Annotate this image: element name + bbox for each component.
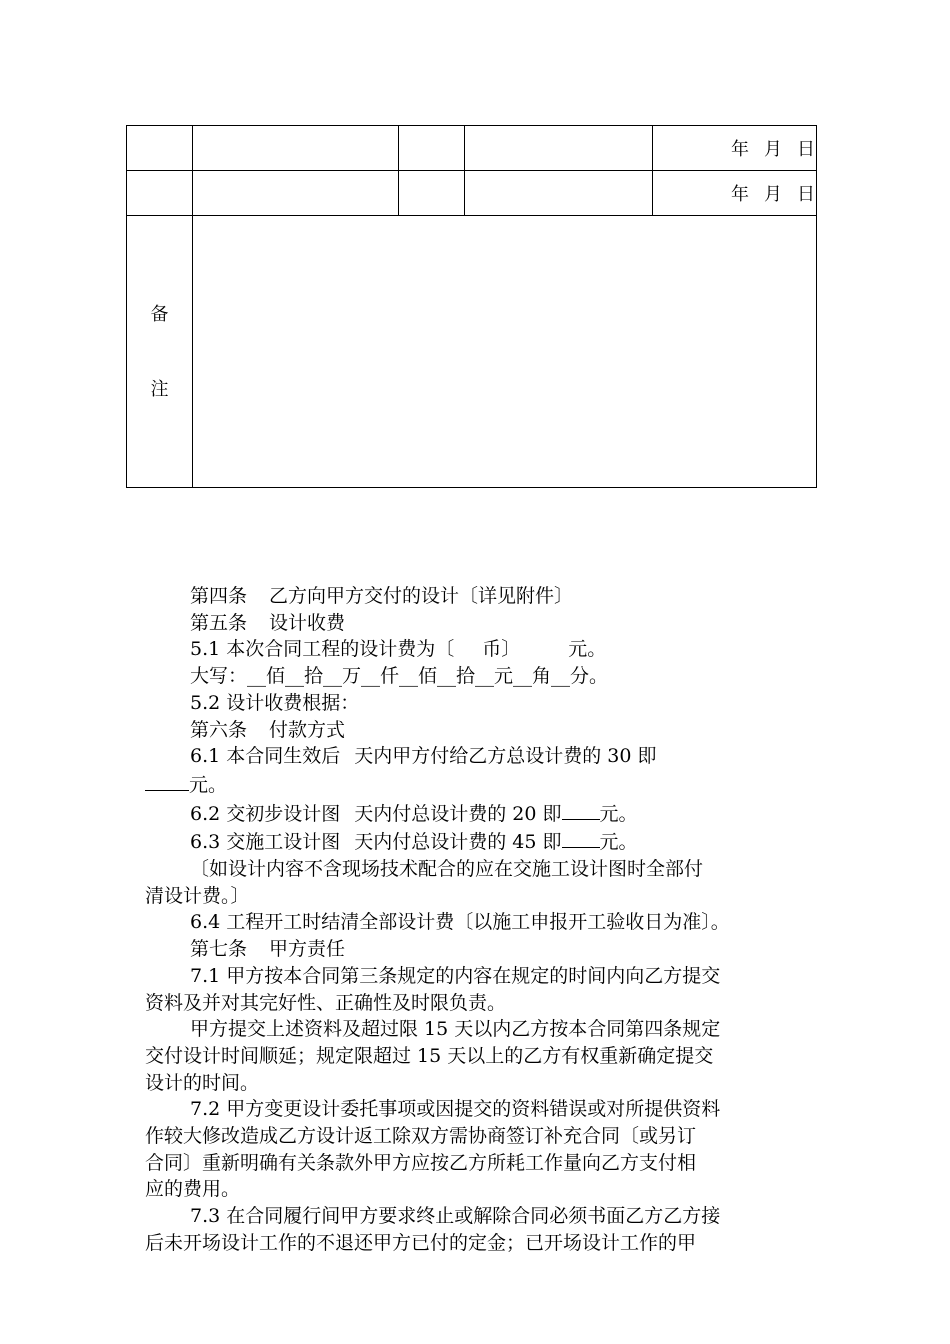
year-label: 年 — [731, 139, 750, 160]
design-record-table — [126, 125, 817, 488]
table-row — [127, 126, 817, 171]
article-5-heading: 第五条 设计收费 — [190, 611, 346, 634]
note-line-1: 〔如设计内容不含现场技术配合的应在交施工设计图时全部付 — [190, 858, 704, 881]
year-label: 年 — [731, 184, 750, 205]
clause-7-1-para2-cont: 交付设计时间顺延；规定限超过 15 天以上的乙方有权重新确定提交 — [145, 1044, 714, 1067]
table-cell — [193, 126, 399, 171]
clause-7-3-cont: 后未开场设计工作的不退还甲方已付的定金；已开场设计工作的甲 — [145, 1231, 697, 1254]
clause-6-2: 6.2 交初步设计图 天内付总设计费的 20 即 元。 — [145, 799, 825, 828]
clause-7-1: 7.1 甲方按本合同第三条规定的内容在规定的时间内向乙方提交 — [190, 964, 721, 987]
article-4-heading: 第四条 乙方向甲方交付的设计〔详见附件〕 — [190, 585, 574, 607]
clause-7-1-para2: 甲方提交上述资料及超过限 15 天以内乙方按本合同第四条规定 — [190, 1018, 721, 1041]
table-cell — [465, 126, 653, 171]
table-row — [127, 171, 817, 216]
clause-7-1-para2-end: 设计的时间。 — [145, 1071, 260, 1094]
table-cell — [127, 126, 193, 171]
remark-char: 备 — [150, 303, 169, 325]
clause-6-1: 6.1 本合同生效后 天内甲方付给乙方总设计费的 30 即 — [190, 745, 657, 768]
contract-body — [145, 583, 825, 1257]
table-cell — [127, 171, 193, 216]
clause-7-1-cont: 资料及并对其完好性、正确性及时限负责。 — [145, 991, 507, 1014]
clause-5-2: 5.2 设计收费根据： — [190, 691, 360, 714]
date-cell — [653, 171, 817, 216]
amount-blank — [562, 827, 600, 848]
clause-7-3: 7.3 在合同履行间甲方要求终止或解除合同必须书面乙方乙方接 — [190, 1205, 721, 1228]
clause-7-2-end: 应的费用。 — [145, 1178, 241, 1201]
clause-7-2: 7.2 甲方变更设计委托事项或因提交的资料错误或对所提供资料 — [190, 1098, 721, 1121]
month-label: 月 — [764, 139, 783, 160]
remark-row — [127, 216, 817, 488]
day-label: 日 — [797, 184, 816, 205]
table-cell — [399, 171, 465, 216]
clause-6-1-cont: 元。 — [145, 770, 825, 799]
clause-7-2-cont: 作较大修改造成乙方设计返工除双方需协商签订补充合同〔或另订 — [145, 1125, 697, 1148]
article-6-heading: 第六条 付款方式 — [190, 718, 346, 741]
remark-char: 注 — [150, 378, 169, 400]
day-label: 日 — [797, 139, 816, 160]
remark-label — [127, 216, 193, 488]
clause-6-4: 6.4 工程开工时结清全部设计费〔以施工申报开工验收日为准〕。 — [190, 911, 730, 934]
table-cell — [193, 171, 399, 216]
clause-6-3: 6.3 交施工设计图 天内付总设计费的 45 即 元。 — [145, 827, 825, 856]
table-cell — [465, 171, 653, 216]
month-label: 月 — [764, 184, 783, 205]
amount-blank — [145, 770, 189, 791]
remark-content — [193, 216, 817, 488]
article-7-heading: 第七条 甲方责任 — [190, 938, 346, 961]
note-line-2: 清设计费。〕 — [145, 884, 250, 907]
clause-7-2-cont: 合同〕重新明确有关条款外甲方应按乙方所耗工作量向乙方支付相 — [145, 1151, 697, 1174]
table-cell — [399, 126, 465, 171]
clause-5-1: 5.1 本次合同工程的设计费为〔 币〕 元。 — [190, 638, 607, 661]
date-cell — [653, 126, 817, 171]
amount-blank — [562, 799, 600, 820]
amount-in-words: 大写：__佰__拾__万__仟__佰__拾__元__角__分。 — [190, 665, 609, 688]
